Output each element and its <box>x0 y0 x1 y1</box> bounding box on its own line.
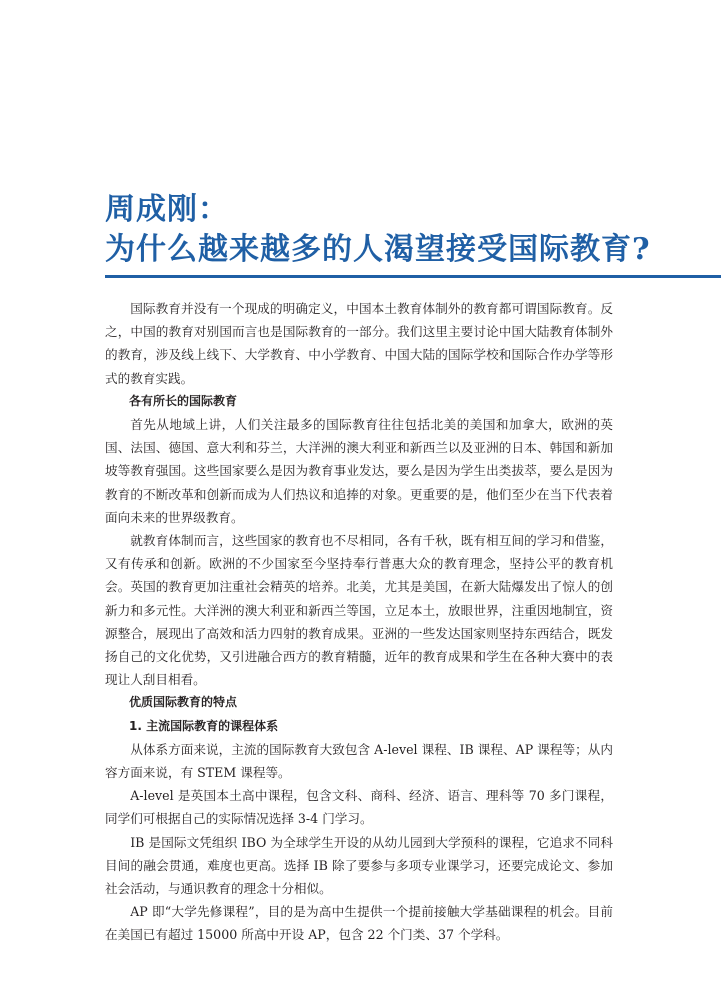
subsection-heading: 1. 主流国际教育的课程体系 <box>129 718 279 733</box>
section-heading: 各有所长的国际教育 <box>129 393 238 408</box>
body-paragraph: 从体系方面来说，主流的国际教育大致包含 A-level 课程、IB 课程、AP 课程等；从内容方面来说，有 STEM 课程等。 <box>105 741 613 781</box>
section-heading: 优质国际教育的特点 <box>129 695 238 710</box>
body-paragraph: IB 是国际文凭组织 IBO 为全球学生开设的从幼儿园到大学预科的课程，它追求不同科目间的融会贯通，难度也更高。选择 IB 除了要参与多项专业课学习，还要完成论文、参加社会活动，与通识教育的理念十分相似。 <box>105 834 613 897</box>
article-title-line-1: 周成刚： <box>105 192 229 227</box>
body-paragraph: A-level 是英国本土高中课程，包含文科、商科、经济、语言、理科等 70 多门课程，同学们可根据自己的实际情况选择 3-4 门学习。 <box>105 788 613 827</box>
title-divider <box>105 275 721 278</box>
article-title <box>105 190 651 270</box>
article-title-line-2: 为什么越来越多的人渴望接受国际教育? <box>105 232 651 267</box>
body-paragraph: 就教育体制而言，这些国家的教育也不尽相同，各有千秋，既有相互间的学习和借鉴，又有传承和创新。欧洲的不少国家至今坚持奉行普惠大众的教育理念，坚持公平的教育机会。英国的教育更加注重社会精英的培养。北美，尤其是美国，在新大陆爆发出了惊人的创新力和多元性。大洋洲的澳大利亚和新西兰等国，立足本土，放眼世界，注重因地制宜，资源整合，展现出了高效和活力四射的教育成果。亚洲的一些发达国家则坚持东西结合，既发扬自己的文化优势，又引进融合西方的教育精髓，近年的教育成果和学生在各种大赛中的表现让人刮目相看。 <box>105 533 613 688</box>
body-paragraph: AP 即“大学先修课程”，目的是为高中生提供一个提前接触大学基础课程的机会。目前在美国已有超过 15000 所高中开设 AP，包含 22 个门类、37 个学科。 <box>105 904 613 943</box>
article-body <box>105 297 613 947</box>
body-paragraph: 首先从地域上讲，人们关注最多的国际教育往往包括北美的美国和加拿大，欧洲的英国、法国、德国、意大利和芬兰，大洋洲的澳大利亚和新西兰以及亚洲的日本、韩国和新加坡等教育强国。这些国家要么是因为教育事业发达，要么是因为学生出类拔萃，要么是因为教育的不断改革和创新而成为人们热议和追捧的对象。更重要的是，他们至少在当下代表着面向未来的世界级教育。 <box>105 417 613 525</box>
intro-paragraph: 国际教育并没有一个现成的明确定义，中国本土教育体制外的教育都可谓国际教育。反之，中国的教育对别国而言也是国际教育的一部分。我们这里主要讨论中国大陆教育体制外的教育，涉及线上线下、大学教育、中小学教育、中国大陆的国际学校和国际合作办学等形式的教育实践。 <box>105 301 613 386</box>
